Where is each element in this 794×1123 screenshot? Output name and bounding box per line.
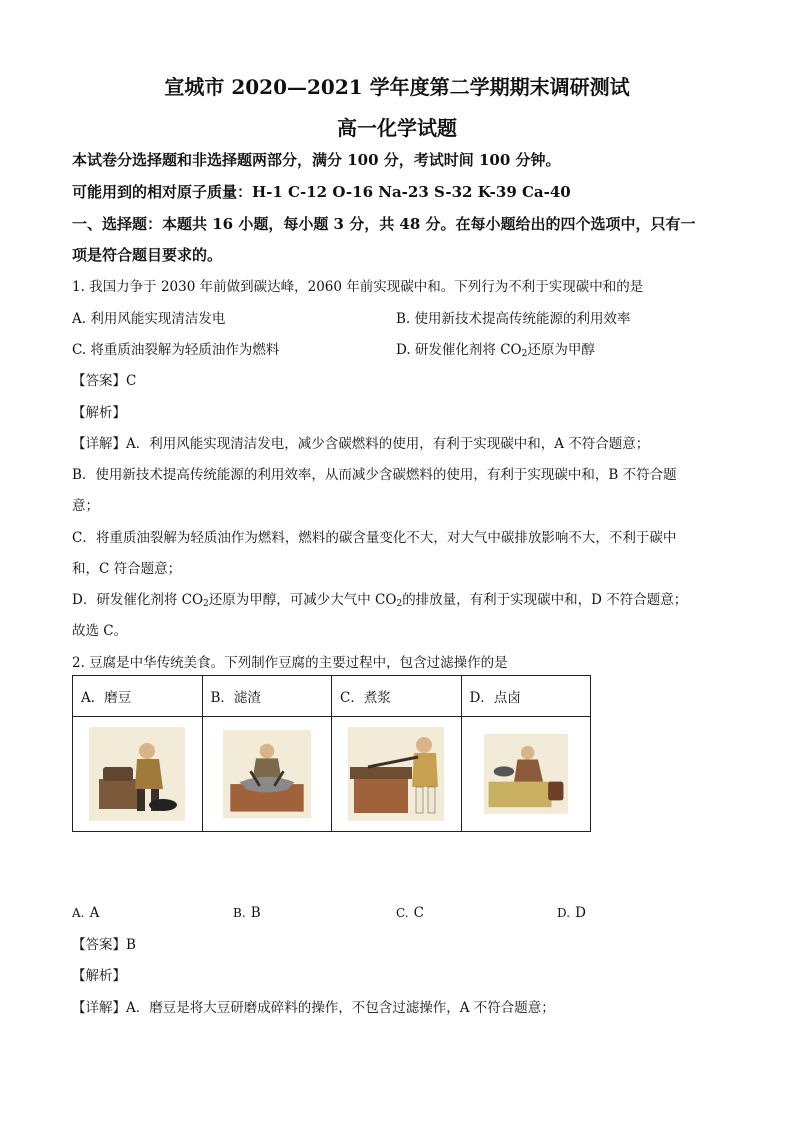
- q2-image-cell-b: [202, 717, 332, 832]
- q1-detail-a: 【详解】A．利用风能实现清洁发电，减少含碳燃料的使用，有利于实现碳中和，A 不符合题意；: [72, 436, 650, 452]
- q1-detail-c-line-1: C．将重质油裂解为轻质油作为燃料，燃料的碳含量变化不大，对大气中碳排放影响不大，不利于碳中: [72, 530, 677, 546]
- q2-header-a: A．磨豆: [73, 676, 203, 717]
- adding-brine-illustration: [484, 734, 568, 814]
- section-heading-line-2: 项是符合题目要求的。: [72, 246, 223, 264]
- exam-subtitle: 高一化学试题: [337, 116, 457, 140]
- intro-line-2: 可能用到的相对原子质量：H-1 C-12 O-16 Na-23 S-32 K-39 Ca-40: [72, 183, 571, 201]
- q2-detail-a: 【详解】A．磨豆是将大豆研磨成碎料的操作，不包含过滤操作，A 不符合题意；: [72, 1000, 555, 1016]
- q1-answer: 【答案】C: [72, 373, 137, 389]
- exam-title: 宣城市 2020—2021 学年度第二学期期末调研测试: [164, 75, 630, 99]
- q1-option-d: D. 研发催化剂将 $CO_2$还原为甲醇: [396, 342, 595, 359]
- filtering-residue-illustration: [223, 730, 311, 818]
- q2-stem: 2. 豆腐是中华传统美食。下列制作豆腐的主要过程中，包含过滤操作的是: [72, 655, 508, 671]
- boiling-soy-milk-illustration: [348, 727, 444, 821]
- q1-detail-b-line-2: 意；: [72, 498, 99, 514]
- q1-option-b: B. 使用新技术提高传统能源的利用效率: [396, 311, 631, 327]
- grinding-beans-illustration: [89, 727, 185, 821]
- q2-choice-d: D. D: [557, 905, 586, 921]
- q1-option-a: A. 利用风能实现清洁发电: [72, 311, 226, 327]
- q2-answer: 【答案】B: [72, 937, 136, 953]
- q2-process-table: [72, 675, 591, 832]
- q2-choice-a: A. A: [72, 905, 100, 921]
- q1-detail-b-line-1: B．使用新技术提高传统能源的利用效率，从而减少含碳燃料的使用，有利于实现碳中和，B 不符合题: [72, 467, 677, 483]
- q2-choice-c: C. C: [396, 905, 425, 921]
- q2-header-c: C．煮浆: [332, 676, 462, 717]
- q1-option-c: C. 将重质油裂解为轻质油作为燃料: [72, 342, 280, 358]
- section-heading-line-1: 一、选择题：本题共 16 小题，每小题 3 分，共 48 分。在每小题给出的四个选项中，只有一: [72, 215, 696, 233]
- q2-image-cell-a: [73, 717, 203, 832]
- q2-image-cell-c: [332, 717, 462, 832]
- q1-analysis-label: 【解析】: [72, 405, 126, 421]
- q2-header-d: D．点卤: [461, 676, 591, 717]
- q1-stem: 1. 我国力争于 2030 年前做到碳达峰，2060 年前实现碳中和。下列行为不利于实现碳中和的是: [72, 279, 644, 295]
- q2-header-b: B．滤渣: [202, 676, 332, 717]
- q2-image-cell-d: [461, 717, 591, 832]
- q2-choice-b: B. B: [233, 905, 261, 921]
- q1-detail-d: D．研发催化剂将 $CO_2$还原为甲醇，可减少大气中 $CO_2$的排放量，有利于实现碳中和，D 不符合题意；: [72, 592, 688, 609]
- q1-detail-c-line-2: 和，C 符合题意；: [72, 561, 182, 577]
- intro-line-1: 本试卷分选择题和非选择题两部分，满分 100 分，考试时间 100 分钟。: [72, 151, 561, 169]
- q1-conclusion: 故选 C。: [72, 623, 128, 639]
- q2-analysis-label: 【解析】: [72, 968, 126, 984]
